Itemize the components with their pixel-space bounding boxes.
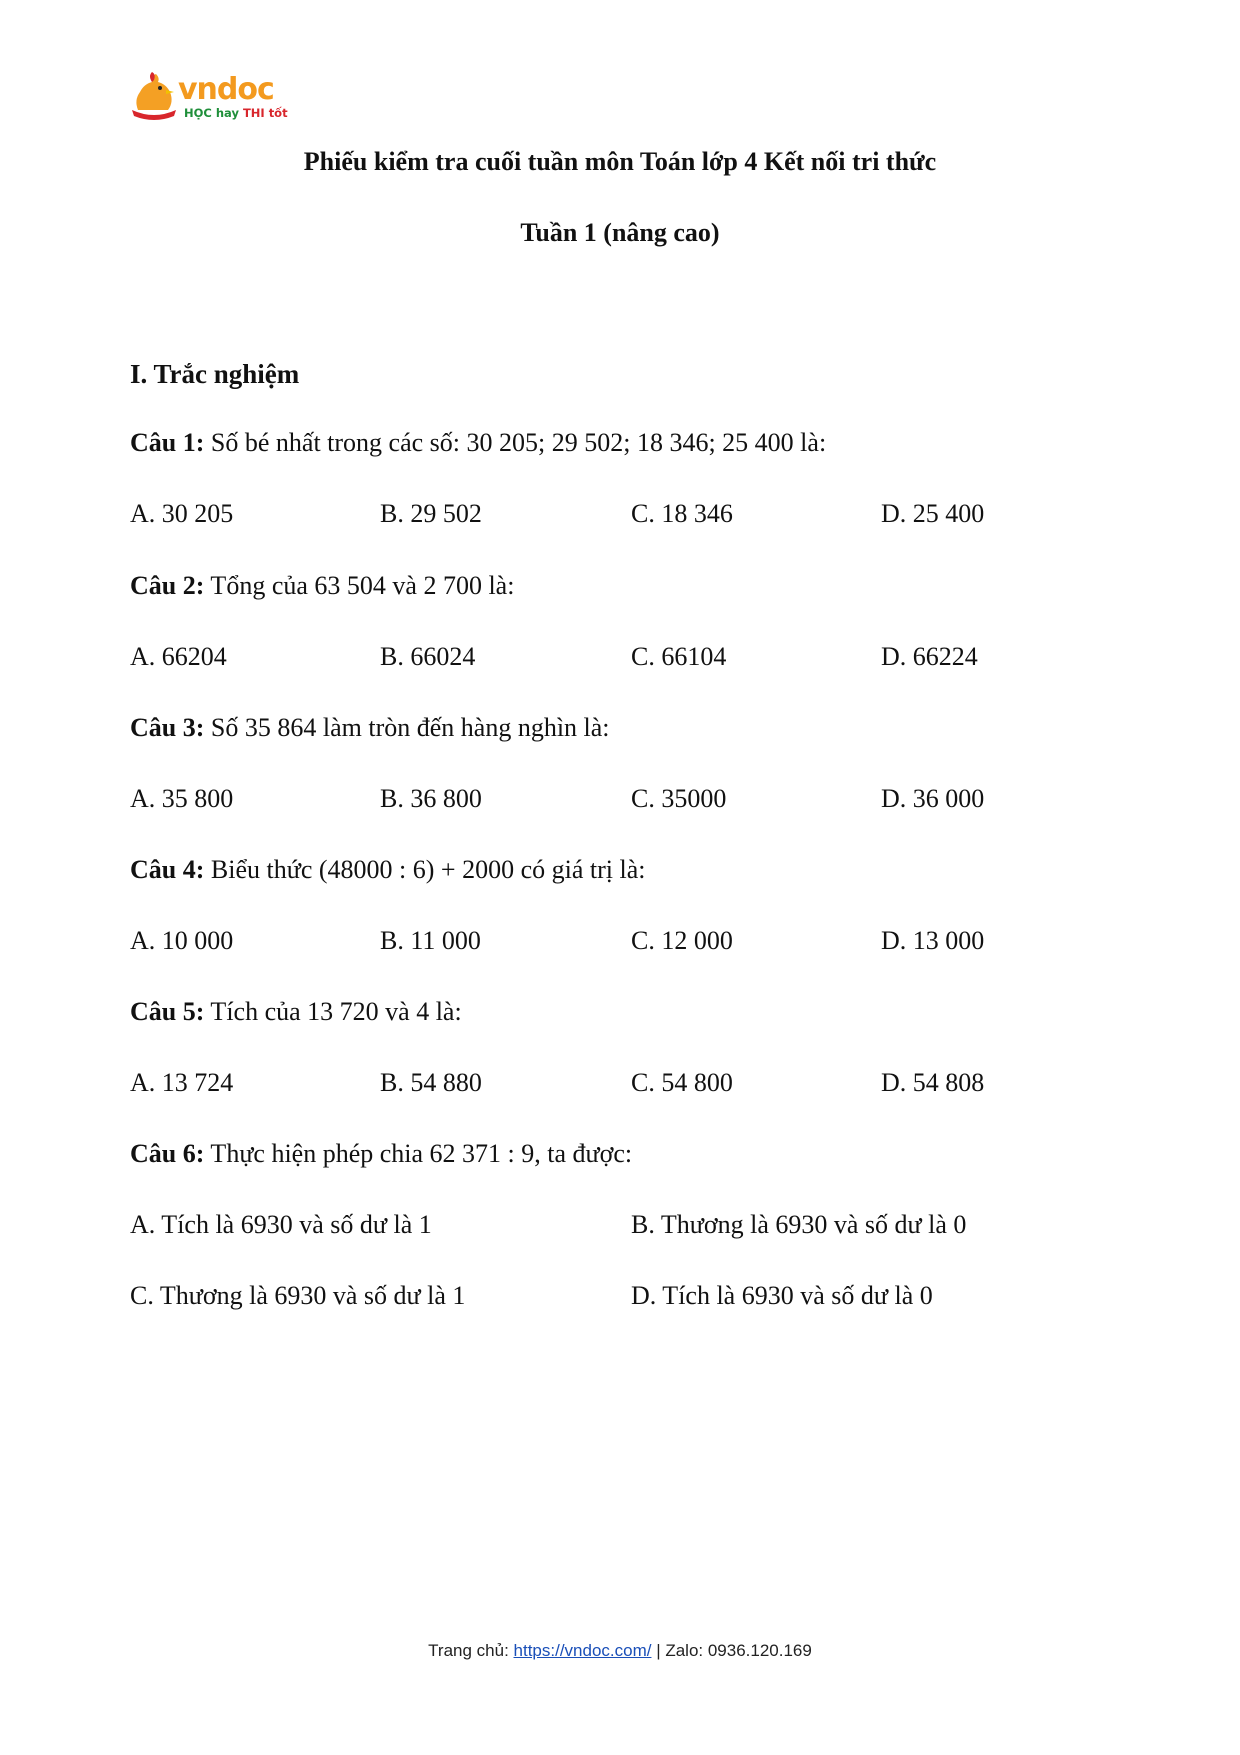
option-4b: B. 11 000 (380, 926, 481, 955)
question-label: Câu 2: (130, 571, 205, 600)
question-text: Thực hiện phép chia 62 371 : 9, ta được: (204, 1139, 633, 1168)
option-3d: D. 36 000 (881, 784, 985, 813)
footer-prefix: Trang chủ: (428, 1641, 514, 1660)
question-label: Câu 6: (130, 1139, 205, 1168)
question-label: Câu 1: (130, 428, 205, 457)
page-subtitle: Tuần 1 (nâng cao) (520, 218, 720, 247)
question-text: Số bé nhất trong các số: 30 205; 29 502; 18 346; 25 400 là: (204, 428, 827, 457)
option-2a: A. 66204 (130, 642, 227, 671)
question-text: Số 35 864 làm tròn đến hàng nghìn là: (204, 713, 610, 742)
option-1a: A. 30 205 (130, 499, 234, 528)
question-1 (130, 428, 826, 458)
option-1b: B. 29 502 (380, 499, 482, 528)
question-label: Câu 5: (130, 997, 205, 1026)
question-label: Câu 3: (130, 713, 205, 742)
question-5 (130, 997, 462, 1027)
option-5c: C. 54 800 (631, 1068, 733, 1097)
slogan-part-1: HỌC hay (184, 106, 243, 120)
slogan-part-2: THI tốt (242, 106, 288, 120)
vndoc-logo (130, 70, 290, 125)
option-6a: A. Tích là 6930 và số dư là 1 (130, 1210, 432, 1239)
option-3a: A. 35 800 (130, 784, 234, 813)
option-1c: C. 18 346 (631, 499, 733, 528)
logo-slogan (184, 106, 288, 120)
section-title: I. Trắc nghiệm (130, 359, 300, 389)
option-2b: B. 66024 (380, 642, 476, 671)
option-4d: D. 13 000 (881, 926, 985, 955)
question-4 (130, 855, 645, 885)
footer-home-link[interactable]: https://vndoc.com/ (513, 1641, 652, 1660)
question-3 (130, 713, 610, 743)
option-1d: D. 25 400 (881, 499, 985, 528)
option-6b: B. Thương là 6930 và số dư là 0 (631, 1210, 967, 1239)
logo-brand: vndoc (178, 72, 274, 107)
rooster-icon (130, 70, 178, 120)
option-3b: B. 36 800 (380, 784, 482, 813)
option-2d: D. 66224 (881, 642, 978, 671)
option-4a: A. 10 000 (130, 926, 234, 955)
option-6d: D. Tích là 6930 và số dư là 0 (631, 1281, 933, 1310)
question-text: Tổng của 63 504 và 2 700 là: (204, 571, 515, 600)
footer-contact: | Zalo: 0936.120.169 (651, 1641, 812, 1660)
page-footer (0, 1641, 1240, 1661)
option-4c: C. 12 000 (631, 926, 733, 955)
question-text: Tích của 13 720 và 4 là: (204, 997, 462, 1026)
option-5b: B. 54 880 (380, 1068, 482, 1097)
question-label: Câu 4: (130, 855, 205, 884)
option-2c: C. 66104 (631, 642, 727, 671)
question-text: Biểu thức (48000 : 6) + 2000 có giá trị là: (204, 855, 646, 884)
option-5a: A. 13 724 (130, 1068, 234, 1097)
page-title: Phiếu kiểm tra cuối tuần môn Toán lớp 4 Kết nối tri thức (303, 147, 937, 176)
question-6 (130, 1139, 632, 1169)
question-2 (130, 571, 514, 601)
option-3c: C. 35000 (631, 784, 727, 813)
option-5d: D. 54 808 (881, 1068, 985, 1097)
option-6c: C. Thương là 6930 và số dư là 1 (130, 1281, 466, 1310)
